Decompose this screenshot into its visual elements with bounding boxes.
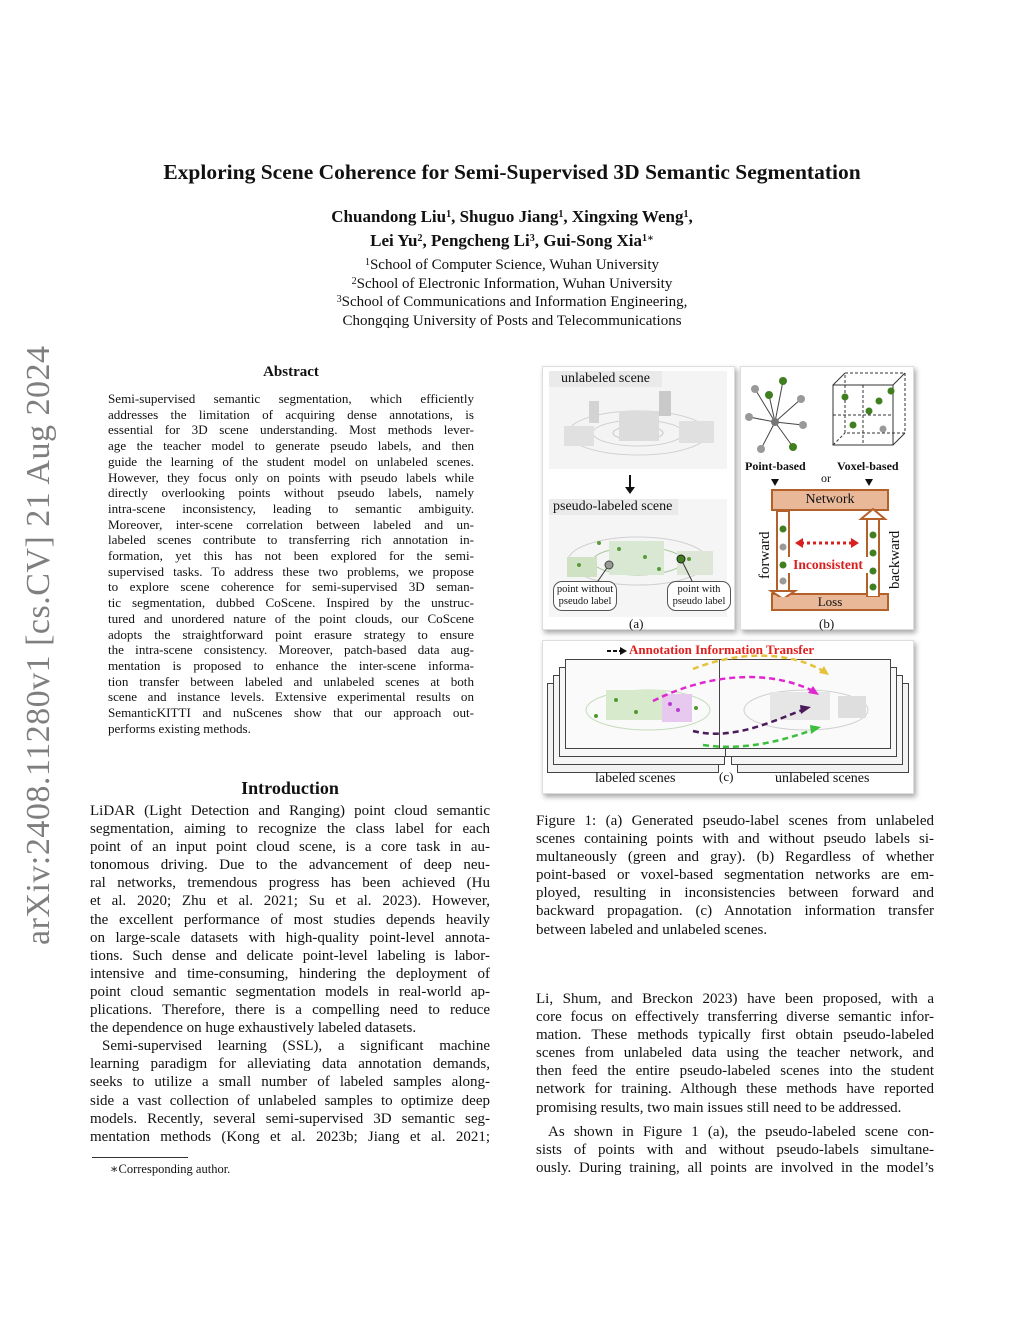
panel-b-tag: (b): [819, 616, 835, 631]
introduction-heading: Introduction: [241, 778, 339, 798]
text-line: tion transfer between labeled and unlabeled scenes at both: [108, 673, 474, 689]
text-line: intra-scene inconsistency, leading to semantic ambiguity.: [108, 500, 474, 516]
text-line: tions. Such dense and delicate point-level labeling is labor-: [90, 947, 490, 964]
figure-1: [538, 360, 934, 795]
text-line: labeled scenes contribute to transferring rich annotation in-: [108, 532, 474, 548]
figure-panel-c: [542, 640, 914, 794]
loss-block: Loss: [771, 593, 889, 611]
intro-paragraph-2: [90, 1037, 490, 1146]
unlabeled-scenes-label: unlabeled scenes: [775, 771, 870, 786]
text-line: models. Recently, several semi-supervised 3D semantic seg-: [90, 1110, 490, 1127]
text-line: guide the learning of the student model on unlabeled scenes.: [108, 453, 474, 469]
network-block: Network: [771, 489, 889, 511]
text-line: age the teacher model to generate pseudo labels, and then: [108, 438, 474, 454]
text-line: Figure 1: (a) Generated pseudo-label scenes from unlabeled: [536, 813, 934, 829]
text-line: to explore scene coherence for semi-supervised 3D seman-: [108, 579, 474, 595]
inconsistent-label: Inconsistent: [787, 557, 869, 573]
annotation-transfer-legend: Annotation Information Transfer: [629, 642, 815, 657]
text-line: SemanticKITTI and nuScenes show that our approach out-: [108, 705, 474, 721]
text-line: As shown in Figure 1 (a), the pseudo-labeled scene con-: [548, 1123, 934, 1140]
text-line: network for training. Although these methods have reported: [536, 1081, 934, 1098]
affiliation-list: [0, 256, 1024, 330]
author-name: Pengcheng Li: [431, 231, 530, 250]
text-line: on large-scale datasets with high-quality point-level annota-: [90, 929, 490, 946]
intro-paragraph-1: [90, 802, 490, 1037]
text-line: et al. 2020; Zhu et al. 2021; Su et al. 2023). However,: [90, 893, 490, 910]
text-line: point cloud semantic segmentation models in real-world ap-: [90, 983, 490, 1000]
text-line: core focus on effectively transferring diverse semantic infor-: [536, 1009, 934, 1026]
text-line: side a vast collection of unlabeled samples to optimize deep: [90, 1092, 490, 1109]
text-line: Semi-supervised learning (SSL), a significant machine: [102, 1038, 490, 1055]
text-line: adopts the straightforward point erasure strategy to ensure: [108, 626, 474, 642]
text-line: the dependence on huge exhaustively labeled datasets.: [90, 1020, 417, 1037]
right-column-body: [536, 990, 934, 1177]
author-name: Xingxing Weng: [571, 207, 684, 226]
author-name: Lei Yu: [370, 231, 418, 250]
text-line: mentation is proposed to enhance the inter-scene informa-: [108, 657, 474, 673]
text-line: multaneously (green and gray). (b) Regardless of whether: [536, 849, 934, 866]
arrow-down-icon: [771, 479, 779, 486]
unlabeled-scene-label: unlabeled scene: [549, 371, 662, 387]
text-line: Li, Shum, and Breckon 2023) have been proposed, with a: [536, 991, 934, 1007]
author-name: Chuandong Liu: [331, 207, 447, 226]
text-line: promising results, two main issues still need to be addressed.: [536, 1099, 902, 1116]
text-line: directly overlooking points without pseudo labels, namely: [108, 485, 474, 501]
text-line: between labeled and unlabeled scenes.: [536, 921, 768, 938]
introduction-body: [90, 802, 490, 1146]
text-line: mentation methods (Kong et al. 2023b; Jiang et al. 2021;: [90, 1128, 490, 1145]
point-based-label: Point-based: [745, 459, 806, 473]
labeled-scenes-label: labeled scenes: [595, 771, 676, 786]
text-line: point of an input point cloud scene, is a core task in au-: [90, 839, 490, 856]
text-line: backward propagation. (c) Annotation information transfer: [536, 903, 934, 920]
text-line: seeks to utilize a small number of labeled samples along-: [90, 1074, 490, 1091]
text-line: tonomous driving. Due to the advancement of deep neu-: [90, 857, 490, 874]
abstract-body: [108, 391, 474, 736]
text-line: point-based or voxel-based segmentation networks are em-: [536, 867, 934, 884]
text-line: ployed, resulting in inconsistencies between forward and: [536, 885, 934, 902]
point-without-pseudo-label-callout: point without pseudo label: [553, 581, 617, 611]
text-line: scenes containing points with and without pseudo labels si-: [536, 831, 934, 848]
text-line: learning paradigm for alleviating data annotation demands,: [90, 1056, 490, 1073]
text-line: Semi-supervised semantic segmentation, which efficiently: [108, 391, 474, 406]
text-line: sists of points with and without pseudo-labels simultane-: [536, 1141, 934, 1158]
text-line: then feed the entire pseudo-labeled scenes into the student: [536, 1063, 934, 1080]
or-label: or: [821, 471, 831, 485]
abstract-heading: Abstract: [263, 364, 319, 380]
text-line: ral networks, tremendous progress has been achieved (Hu: [90, 875, 490, 892]
arxiv-identifier: arXiv:2408.11280v1 [cs.CV] 21 Aug 2024: [20, 345, 57, 945]
text-line: intensive and time-consuming, hindering the deployment of: [90, 965, 490, 982]
affiliation: $^2$School of Electronic Information, Wuhan University: [351, 275, 673, 292]
text-line: addresses the limitation of acquiring dense annotations, is: [108, 406, 474, 422]
text-line: ously. During training, all points are involved in the model’s: [536, 1159, 934, 1176]
author-list: [0, 205, 1024, 253]
panel-a-tag: (a): [629, 616, 644, 631]
transfer-arrows: [543, 641, 913, 781]
footnote-rule: [92, 1157, 188, 1158]
voxel-based-label: Voxel-based: [837, 459, 899, 473]
affiliation: $^1$School of Computer Science, Wuhan University: [364, 257, 660, 273]
text-line: segmentation, aiming to recognize the class label for each: [90, 821, 490, 838]
text-line: However, they focus only on points with pseudo labels while: [108, 469, 474, 485]
text-line: essential for 3D scene understanding. Most methods lever-: [108, 422, 474, 438]
panel-c-tag: (c): [719, 769, 734, 784]
text-line: plications. Therefore, there is a compelling need to reduce: [90, 1002, 490, 1019]
arrow-down-icon: [865, 479, 873, 486]
text-line: the intra-scene consistency. Moreover, patch-based data aug-: [108, 642, 474, 658]
text-line: tic segmentation, dubbed CoScene. Inspired by the unstruc-: [108, 595, 474, 611]
text-line: LiDAR (Light Detection and Ranging) point cloud semantic: [90, 803, 490, 819]
author-line-1: Chuandong Liu$^1$, Shuguo Jiang$^1$, Xingxing Weng$^1$,: [331, 207, 693, 226]
text-line: formation, yet this has not been explored for the semi-: [108, 548, 474, 564]
point-with-pseudo-label-callout: point with pseudo label: [667, 581, 731, 611]
author-name: Shuguo Jiang: [459, 207, 559, 226]
right-paragraph-1: [536, 990, 934, 1117]
text-line: scenes from unlabeled data using the teacher network, and: [536, 1045, 934, 1062]
figure-panel-a: [542, 366, 735, 630]
text-line: mation. These methods typically first obtain pseudo-labeled: [536, 1027, 934, 1044]
backward-label: backward: [887, 530, 903, 589]
paper-title: Exploring Scene Coherence for Semi-Supervised 3D Semantic Segmentation: [163, 160, 861, 184]
author-name: Gui-Song Xia: [543, 231, 642, 250]
footnote-text: ∗Corresponding author.: [110, 1162, 231, 1176]
figure-panel-b: [740, 366, 914, 630]
affiliation: $^3$School of Communications and Information Engineering,: [336, 294, 688, 310]
text-line: Moreover, inter-scene correlation between labeled and un-: [108, 516, 474, 532]
text-line: tured and unordered nature of the point clouds, our CoScene: [108, 610, 474, 626]
text-line: performs existing methods.: [108, 720, 251, 736]
text-line: supervised tasks. To address these two problems, we propose: [108, 563, 474, 579]
author-line-2: Lei Yu$^2$, Pengcheng Li$^3$, Gui-Song Xia$^{1∗}$: [370, 231, 654, 250]
unlabeled-scene-image: [549, 371, 727, 469]
figure-caption: [536, 812, 934, 939]
text-line: the excellent performance of most studies depends heavily: [90, 911, 490, 928]
affiliation: Chongqing University of Posts and Telecommunications: [342, 312, 682, 329]
pseudo-labeled-scene-image: [549, 499, 727, 617]
arrow-down-icon: [625, 487, 635, 494]
pseudo-labeled-scene-label: pseudo-labeled scene: [549, 499, 678, 515]
text-line: scene and instance levels. Extensive experimental results on: [108, 689, 474, 705]
forward-label: forward: [757, 531, 773, 579]
right-paragraph-2: [536, 1123, 934, 1177]
